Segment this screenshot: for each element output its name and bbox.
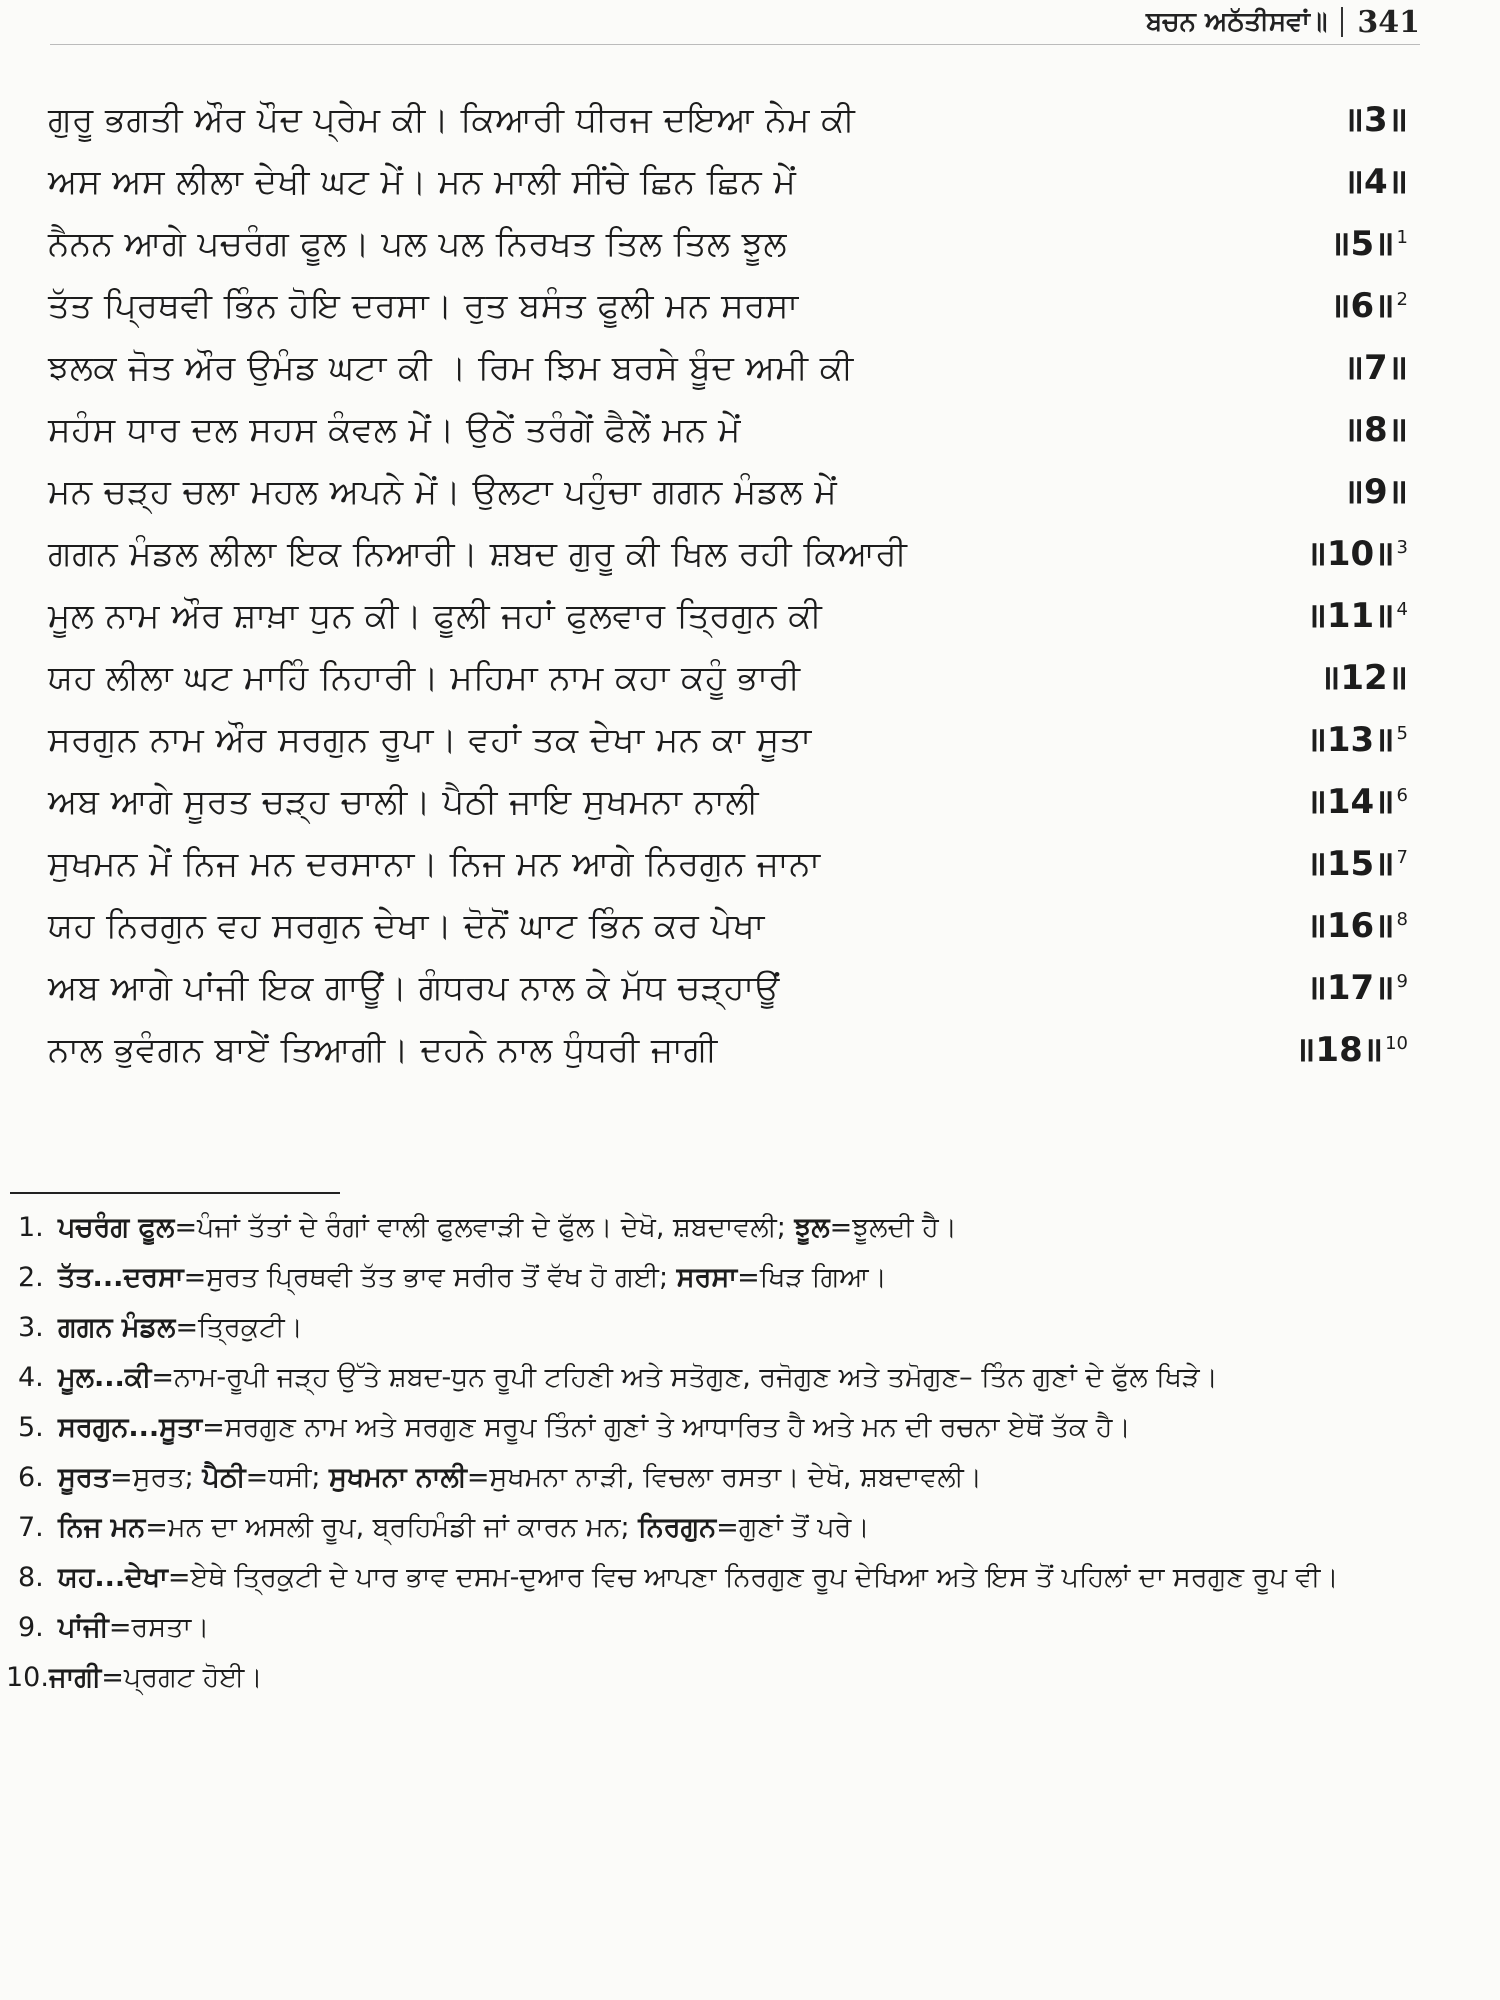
- footnote-body: [58, 1453, 1438, 1503]
- footnote-number: 6.: [18, 1462, 44, 1493]
- glossary-definition: =ਤ੍ਰਿਕੁਟੀ।: [175, 1312, 303, 1343]
- verse-line: [48, 529, 1408, 591]
- verse-number: ॥14॥ $^6$: [1306, 782, 1408, 822]
- footnote-ref: 9: [1396, 970, 1408, 992]
- glossary-definition: =ਪ੍ਰਗਟ ਹੋਈ।: [101, 1662, 263, 1693]
- verse-number: ॥7॥: [1343, 348, 1408, 388]
- verse-line: [48, 219, 1408, 281]
- verse-number: ॥18॥ $^{10}$: [1295, 1030, 1408, 1070]
- glossary-term: ਜਾਗੀ: [48, 1662, 102, 1693]
- glossary-definition: =ਪੰਜਾਂ ਤੱਤਾਂ ਦੇ ਰੰਗਾਂ ਵਾਲੀ ਫੁਲਵਾੜੀ ਦੇ ਫੁੱਲ। ਦੇਖੋ, ਸ਼ਬਦਾਵਲੀ;: [174, 1212, 795, 1243]
- verse-number: ॥3॥: [1343, 100, 1408, 140]
- glossary-term: ਪੈਠੀ: [202, 1462, 246, 1493]
- verse-text: ਗਗਨ ਮੰਡਲ ਲੀਲਾ ਇਕ ਨਿਆਰੀ। ਸ਼ਬਦ ਗੁਰੂ ਕੀ ਖਿਲ ਰਹੀ ਕਿਆਰੀ: [48, 534, 908, 574]
- verse-line: [48, 281, 1408, 343]
- verse-block: [48, 95, 1408, 1087]
- glossary-definition: =ਝੂਲਦੀ ਹੈ।: [829, 1212, 957, 1243]
- verse-number: ॥17॥ $^9$: [1306, 968, 1408, 1008]
- footnote: [18, 1253, 1438, 1303]
- verse-line: [48, 839, 1408, 901]
- footnote-body: [58, 1553, 1438, 1603]
- glossary-term: ਗਗਨ ਮੰਡਲ: [58, 1312, 176, 1343]
- footnote-ref: 6: [1396, 784, 1408, 806]
- page-number: 341: [1357, 4, 1420, 40]
- verse-text: ਯਹ ਨਿਰਗੁਨ ਵਹ ਸਰਗੁਨ ਦੇਖਾ। ਦੋਨੋਂ ਘਾਟ ਭਿੰਨ ਕਰ ਪੇਖਾ: [48, 906, 765, 946]
- glossary-definition: =ਧਸੀ;: [245, 1462, 330, 1493]
- footnote-number: 3.: [18, 1312, 44, 1343]
- glossary-definition: =ਸੁਰਤ ਪ੍ਰਿਥਵੀ ਤੱਤ ਭਾਵ ਸਰੀਰ ਤੋਂ ਵੱਖ ਹੋ ਗਈ;: [183, 1262, 677, 1293]
- glossary-term: ਪਚਰੰਗ ਫੂਲ: [58, 1212, 175, 1243]
- verse-line: [48, 95, 1408, 157]
- footnote-divider: [10, 1192, 340, 1194]
- footnote-body: [58, 1503, 1438, 1553]
- footnote-ref: 3: [1396, 536, 1408, 558]
- footnote: [18, 1403, 1438, 1453]
- verse-text: ਸਹੰਸ ਧਾਰ ਦਲ ਸਹਸ ਕੰਵਲ ਮੇਂ। ਉਠੇਂ ਤਰੰਗੇਂ ਫੈਲੇਂ ਮਨ ਮੇਂ: [48, 410, 741, 450]
- verse-text: ਮਨ ਚੜ੍ਹ ਚਲਾ ਮਹਲ ਅਪਨੇ ਮੇਂ। ਉਲਟਾ ਪਹੁੰਚਾ ਗਗਨ ਮੰਡਲ ਮੇਂ: [48, 472, 838, 512]
- footnote-ref: 4: [1396, 598, 1408, 620]
- glossary-term: ਸਰਸਾ: [676, 1262, 738, 1293]
- running-header: [1146, 4, 1420, 40]
- verse-line: [48, 591, 1408, 653]
- verse-number: ॥4॥: [1343, 162, 1408, 202]
- verse-text: ਅਸ ਅਸ ਲੀਲਾ ਦੇਖੀ ਘਟ ਮੇਂ। ਮਨ ਮਾਲੀ ਸੀਂਚੇ ਛਿਨ ਛਿਨ ਮੇਂ: [48, 162, 797, 202]
- verse-line: [48, 405, 1408, 467]
- verse-text: ਅਬ ਆਗੇ ਪਾਂਜੀ ਇਕ ਗਾਊਂ। ਗੰਧਰਪ ਨਾਲ ਕੇ ਮੱਧ ਚੜ੍ਹਾਊਂ: [48, 968, 780, 1008]
- verse-line: [48, 343, 1408, 405]
- verse-line: [48, 777, 1408, 839]
- footnote-body: [58, 1203, 1438, 1253]
- glossary-definition: =ਰਸਤਾ।: [108, 1612, 210, 1643]
- verse-text: ਨੈਨਨ ਆਗੇ ਪਚਰੰਗ ਫੂਲ। ਪਲ ਪਲ ਨਿਰਖਤ ਤਿਲ ਤਿਲ ਝੂਲ: [48, 224, 788, 264]
- footnote-ref: 10: [1385, 1032, 1408, 1054]
- footnote: [18, 1353, 1438, 1403]
- verse-line: [48, 901, 1408, 963]
- footnotes: [6, 1203, 1438, 1703]
- footnote-body: [58, 1253, 1438, 1303]
- footnote-number: 1.: [18, 1212, 44, 1243]
- footnote: [18, 1553, 1438, 1603]
- glossary-term: ਯਹ...ਦੇਖਾ: [58, 1562, 168, 1593]
- footnote-number: 4.: [18, 1362, 44, 1393]
- footnote: [18, 1503, 1438, 1553]
- verse-number: ॥9॥: [1343, 472, 1408, 512]
- glossary-term: ਤੱਤ...ਦਰਸਾ: [58, 1262, 184, 1293]
- verse-line: [48, 715, 1408, 777]
- footnote-number: 7.: [18, 1512, 44, 1543]
- glossary-term: ਮੂਲ...ਕੀ: [58, 1362, 152, 1393]
- verse-text: ਸੁਖਮਨ ਮੇਂ ਨਿਜ ਮਨ ਦਰਸਾਨਾ। ਨਿਜ ਮਨ ਆਗੇ ਨਿਰਗੁਨ ਜਾਨਾ: [48, 844, 821, 884]
- footnote-ref: 5: [1396, 722, 1408, 744]
- footnote: [6, 1653, 1438, 1703]
- glossary-definition: =ਏਥੇ ਤ੍ਰਿਕੁਟੀ ਦੇ ਪਾਰ ਭਾਵ ਦਸਮ-ਦੁਆਰ ਵਿਚ ਆਪਣਾ ਨਿਰਗੁਣ ਰੂਪ ਦੇਖਿਆ ਅਤੇ ਇਸ ਤੋਂ ਪਹਿਲਾਂ ਦਾ ਸਰਗੁਣ ਰੂਪ ਵੀ।: [167, 1562, 1339, 1593]
- glossary-term: ਪਾਂਜੀ: [58, 1612, 109, 1643]
- header-separator: [1341, 7, 1343, 37]
- footnote: [18, 1203, 1438, 1253]
- verse-number: ॥5॥ $^1$: [1330, 224, 1408, 264]
- glossary-term: ਨਿਰਗੁਨ: [638, 1512, 717, 1543]
- footnote: [18, 1603, 1438, 1653]
- footnote-ref: 1: [1396, 226, 1408, 248]
- verse-line: [48, 653, 1408, 715]
- verse-number: ॥12॥: [1319, 658, 1408, 698]
- verse-number: ॥16॥ $^8$: [1306, 906, 1408, 946]
- glossary-term: ਨਿਜ ਮਨ: [58, 1512, 146, 1543]
- glossary-definition: =ਗੁਣਾਂ ਤੋਂ ਪਰੇ।: [716, 1512, 870, 1543]
- footnote-body: [58, 1403, 1438, 1453]
- verse-number: ॥8॥: [1343, 410, 1408, 450]
- glossary-definition: =ਮਨ ਦਾ ਅਸਲੀ ਰੂਪ, ਬ੍ਰਹਿਮੰਡੀ ਜਾਂ ਕਾਰਨ ਮਨ;: [145, 1512, 639, 1543]
- verse-text: ਯਹ ਲੀਲਾ ਘਟ ਮਾਹਿੰ ਨਿਹਾਰੀ। ਮਹਿਮਾ ਨਾਮ ਕਹਾ ਕਹੂੰ ਭਾਰੀ: [48, 658, 801, 698]
- verse-number: ॥15॥ $^7$: [1306, 844, 1408, 884]
- header-rule: [50, 44, 1420, 45]
- footnote-body: [58, 1303, 1438, 1353]
- chapter-title: ਬਚਨ ਅਠੱਤੀਸਵਾਂ॥: [1145, 6, 1328, 37]
- verse-number: ॥10॥ $^3$: [1306, 534, 1408, 574]
- verse-text: ਸਰਗੁਨ ਨਾਮ ਔਰ ਸਰਗੁਨ ਰੂਪਾ। ਵਹਾਂ ਤਕ ਦੇਖਾ ਮਨ ਕਾ ਸੂਤਾ: [48, 720, 812, 760]
- verse-number: ॥13॥ $^5$: [1306, 720, 1408, 760]
- verse-text: ਨਾਲ ਭੁਵੰਗਨ ਬਾਏਂ ਤਿਆਗੀ। ਦਹਨੇ ਨਾਲ ਧੁੰਧਰੀ ਜਾਗੀ: [48, 1030, 718, 1070]
- footnote-number: 8.: [18, 1562, 44, 1593]
- footnote-number: 10.: [6, 1662, 49, 1693]
- glossary-definition: =ਸੁਰਤ;: [110, 1462, 203, 1493]
- footnote-body: [49, 1653, 1438, 1703]
- verse-line: [48, 157, 1408, 219]
- glossary-definition: =ਸੁਖਮਨਾ ਨਾੜੀ, ਵਿਚਲਾ ਰਸਤਾ। ਦੇਖੋ, ਸ਼ਬਦਾਵਲੀ।: [466, 1462, 982, 1493]
- verse-line: [48, 963, 1408, 1025]
- footnote-ref: 2: [1396, 288, 1408, 310]
- footnote: [18, 1453, 1438, 1503]
- verse-text: ਝਲਕ ਜੋਤ ਔਰ ਉਮੰਡ ਘਟਾ ਕੀ । ਰਿਮ ਝਿਮ ਬਰਸੇ ਬੂੰਦ ਅਮੀ ਕੀ: [48, 348, 854, 388]
- footnote-number: 2.: [18, 1262, 44, 1293]
- verse-text: ਤੱਤ ਪ੍ਰਿਥਵੀ ਭਿੰਨ ਹੋਇ ਦਰਸਾ। ਰੁਤ ਬਸੰਤ ਫੂਲੀ ਮਨ ਸਰਸਾ: [48, 286, 799, 326]
- footnote-body: [58, 1353, 1438, 1403]
- verse-number: ॥11॥ $^4$: [1306, 596, 1408, 636]
- verse-line: [48, 467, 1408, 529]
- glossary-term: ਸਰਗੁਨ...ਸੂਤਾ: [58, 1412, 203, 1443]
- verse-line: [48, 1025, 1408, 1087]
- footnote-ref: 7: [1396, 846, 1408, 868]
- footnote-body: [58, 1603, 1438, 1653]
- footnote-number: 9.: [18, 1612, 44, 1643]
- verse-number: ॥6॥ $^2$: [1330, 286, 1408, 326]
- glossary-term: ਝੂਲ: [794, 1212, 830, 1243]
- glossary-term: ਸੂਰਤ: [58, 1462, 111, 1493]
- footnote: [18, 1303, 1438, 1353]
- verse-text: ਅਬ ਆਗੇ ਸੂਰਤ ਚੜ੍ਹ ਚਾਲੀ। ਪੈਠੀ ਜਾਇ ਸੁਖਮਨਾ ਨਾਲੀ: [48, 782, 760, 822]
- verse-text: ਗੁਰੂ ਭਗਤੀ ਔਰ ਪੌਦ ਪ੍ਰੇਮ ਕੀ। ਕਿਆਰੀ ਧੀਰਜ ਦਇਆ ਨੇਮ ਕੀ: [48, 100, 856, 140]
- verse-text: ਮੂਲ ਨਾਮ ਔਰ ਸ਼ਾਖ਼ਾ ਧੁਨ ਕੀ। ਫੂਲੀ ਜਹਾਂ ਫੁਲਵਾਰ ਤ੍ਰਿਗੁਨ ਕੀ: [48, 596, 823, 636]
- glossary-definition: =ਸਰਗੁਣ ਨਾਮ ਅਤੇ ਸਰਗੁਣ ਸਰੂਪ ਤਿੰਨਾਂ ਗੁਣਾਂ ਤੇ ਆਧਾਰਿਤ ਹੈ ਅਤੇ ਮਨ ਦੀ ਰਚਨਾ ਏਥੋਂ ਤੱਕ ਹੈ।: [202, 1412, 1131, 1443]
- footnote-ref: 8: [1396, 908, 1408, 930]
- glossary-term: ਸੁਖਮਨਾ ਨਾਲੀ: [329, 1462, 467, 1493]
- footnote-number: 5.: [18, 1412, 44, 1443]
- glossary-definition: =ਨਾਮ-ਰੂਪੀ ਜੜ੍ਹ ਉੱਤੇ ਸ਼ਬਦ-ਧੁਨ ਰੂਪੀ ਟਹਿਣੀ ਅਤੇ ਸਤੋਗੁਣ, ਰਜੋਗੁਣ ਅਤੇ ਤਮੋਗੁਣ– ਤਿੰਨ ਗੁਣਾਂ ਦੇ ਫੁੱਲ ਖਿੜੇ।: [151, 1362, 1218, 1393]
- glossary-definition: =ਖਿੜ ਗਿਆ।: [737, 1262, 887, 1293]
